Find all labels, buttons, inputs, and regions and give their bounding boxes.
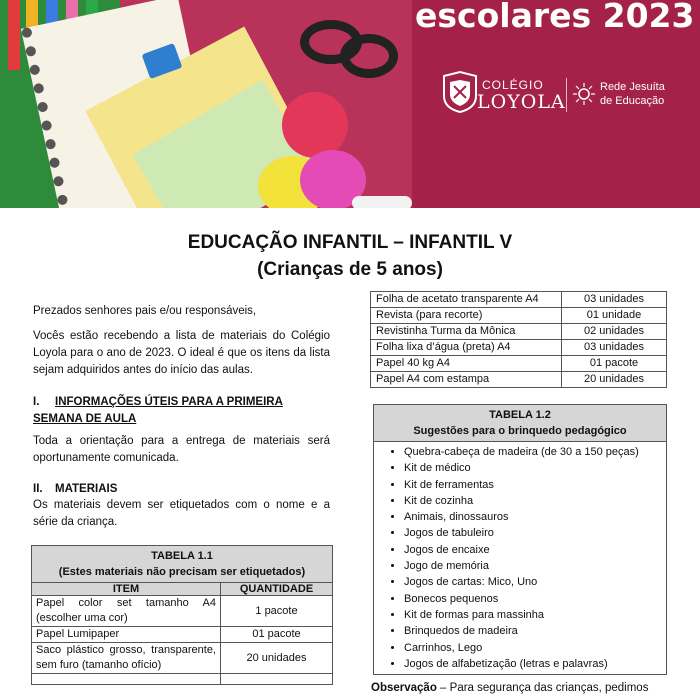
- list-item: • Brinquedos de madeira: [404, 623, 666, 639]
- item-cell: [32, 674, 221, 685]
- section-2-number: II.: [33, 483, 43, 495]
- item-cell: Papel color set tamanho A4 (escolher uma cor): [32, 596, 221, 627]
- paint-lid: [352, 196, 412, 208]
- table-1-2-header: [374, 405, 667, 442]
- rede-line-2: de Educação: [600, 95, 665, 107]
- observation-label: Observação: [371, 682, 437, 694]
- item-cell: Revistinha Turma da Mônica: [371, 324, 562, 340]
- column-header-item: ITEM: [32, 583, 221, 596]
- pencil: [8, 0, 20, 70]
- column-header-quantity: QUANTIDADE: [221, 583, 333, 596]
- section-1-title: INFORMAÇÕES ÚTEIS PARA A PRIMEIRA SEMANA DE AULA: [33, 396, 283, 425]
- list-item: • Jogos de tabuleiro: [404, 525, 666, 541]
- table-row: [371, 372, 667, 388]
- item-cell: Folha de acetato transparente A4: [371, 292, 562, 308]
- section-1-heading: [33, 394, 330, 428]
- list-item: • Quebra-cabeça de madeira (de 30 a 150 peças): [404, 444, 666, 460]
- table-1-1-subtitle: (Estes materiais não precisam ser etiquetados): [58, 566, 306, 578]
- header-banner: [0, 0, 700, 208]
- logo-loyola-text: LOYOLA: [477, 91, 566, 113]
- table-row: [32, 674, 333, 685]
- list-item: • Carrinhos, Lego: [404, 640, 666, 656]
- school-supplies-photo: [0, 0, 412, 208]
- list-item: • Jogos de encaixe: [404, 542, 666, 558]
- colegio-loyola-crest-icon: [440, 70, 480, 114]
- section-2-text: Os materiais devem ser etiquetados com o nome e a série da criança.: [33, 499, 330, 528]
- toy-suggestions-cell: [374, 442, 667, 675]
- scissors-handle: [340, 34, 398, 78]
- item-cell: Papel A4 com estampa: [371, 372, 562, 388]
- item-cell: Folha lixa d’água (preta) A4: [371, 340, 562, 356]
- table-row: [32, 596, 333, 627]
- logo-colegio-text: COLÉGIO: [482, 78, 544, 92]
- table-1-2-subtitle: Sugestões para o brinquedo pedagógico: [413, 425, 627, 437]
- quantity-cell: [221, 674, 333, 685]
- item-cell: Papel Lumipaper: [32, 627, 221, 643]
- table-1-1-header: [32, 546, 333, 583]
- quantity-cell: 20 unidades: [562, 372, 667, 388]
- table-row: [371, 292, 667, 308]
- item-cell: Papel 40 kg A4: [371, 356, 562, 372]
- quantity-cell: 01 pacote: [562, 356, 667, 372]
- section-2-heading: [33, 481, 330, 498]
- item-cell: Saco plástico grosso, transparente, sem furo (tamanho ofício): [32, 643, 221, 674]
- table-row: [371, 308, 667, 324]
- materials-table: [370, 291, 667, 388]
- list-item: • Jogos de cartas: Mico, Uno: [404, 574, 666, 590]
- observation-note: [371, 680, 668, 697]
- list-item: • Kit de médico: [404, 460, 666, 476]
- section-1-text: Toda a orientação para a entrega de materiais será oportunamente comunicada.: [33, 435, 330, 464]
- list-item: • Kit de ferramentas: [404, 477, 666, 493]
- banner-title: escolares 2023: [415, 0, 695, 35]
- toy-suggestions-list: [374, 442, 666, 674]
- intro-paragraph: Vocês estão recebendo a lista de materiais do Colégio Loyola para o ano de 2023. O ideal é que os itens da lista sejam adquiridos antes do início das aulas.: [33, 330, 330, 376]
- observation-text: – Para segurança das crianças, pedimos: [436, 682, 649, 694]
- quantity-cell: 01 unidade: [562, 308, 667, 324]
- rede-jesuita-sun-icon: [572, 82, 596, 106]
- paint-pot-red: [282, 92, 348, 158]
- quantity-cell: 03 unidades: [562, 292, 667, 308]
- quantity-cell: 20 unidades: [221, 643, 333, 674]
- list-item: • Jogos de alfabetização (letras e palavras): [404, 656, 666, 672]
- table-1-2: [373, 404, 667, 675]
- list-item: • Kit de formas para massinha: [404, 607, 666, 623]
- table-1-2-title: TABELA 1.2: [489, 409, 551, 421]
- logo-divider: [566, 78, 567, 112]
- section-2-title: MATERIAIS: [55, 483, 118, 495]
- table-row: [371, 340, 667, 356]
- list-item: • Bonecos pequenos: [404, 591, 666, 607]
- rede-line-1: Rede Jesuíta: [600, 81, 665, 93]
- page-title: EDUCAÇÃO INFANTIL – INFANTIL V: [187, 232, 513, 253]
- table-row: [371, 324, 667, 340]
- quantity-cell: 01 pacote: [221, 627, 333, 643]
- greeting: Prezados senhores pais e/ou responsáveis,: [33, 305, 257, 317]
- table-row: [371, 356, 667, 372]
- table-row: [32, 627, 333, 643]
- table-1-1: [31, 545, 333, 685]
- list-item: • Jogo de memória: [404, 558, 666, 574]
- rede-jesuita-text: [600, 80, 665, 108]
- table-row: [32, 643, 333, 674]
- item-cell: Revista (para recorte): [371, 308, 562, 324]
- section-1-number: I.: [33, 396, 40, 408]
- list-item: • Animais, dinossauros: [404, 509, 666, 525]
- list-item: • Kit de cozinha: [404, 493, 666, 509]
- quantity-cell: 1 pacote: [221, 596, 333, 627]
- quantity-cell: 02 unidades: [562, 324, 667, 340]
- quantity-cell: 03 unidades: [562, 340, 667, 356]
- page-subtitle: (Crianças de 5 anos): [257, 259, 443, 280]
- table-1-1-title: TABELA 1.1: [151, 550, 213, 562]
